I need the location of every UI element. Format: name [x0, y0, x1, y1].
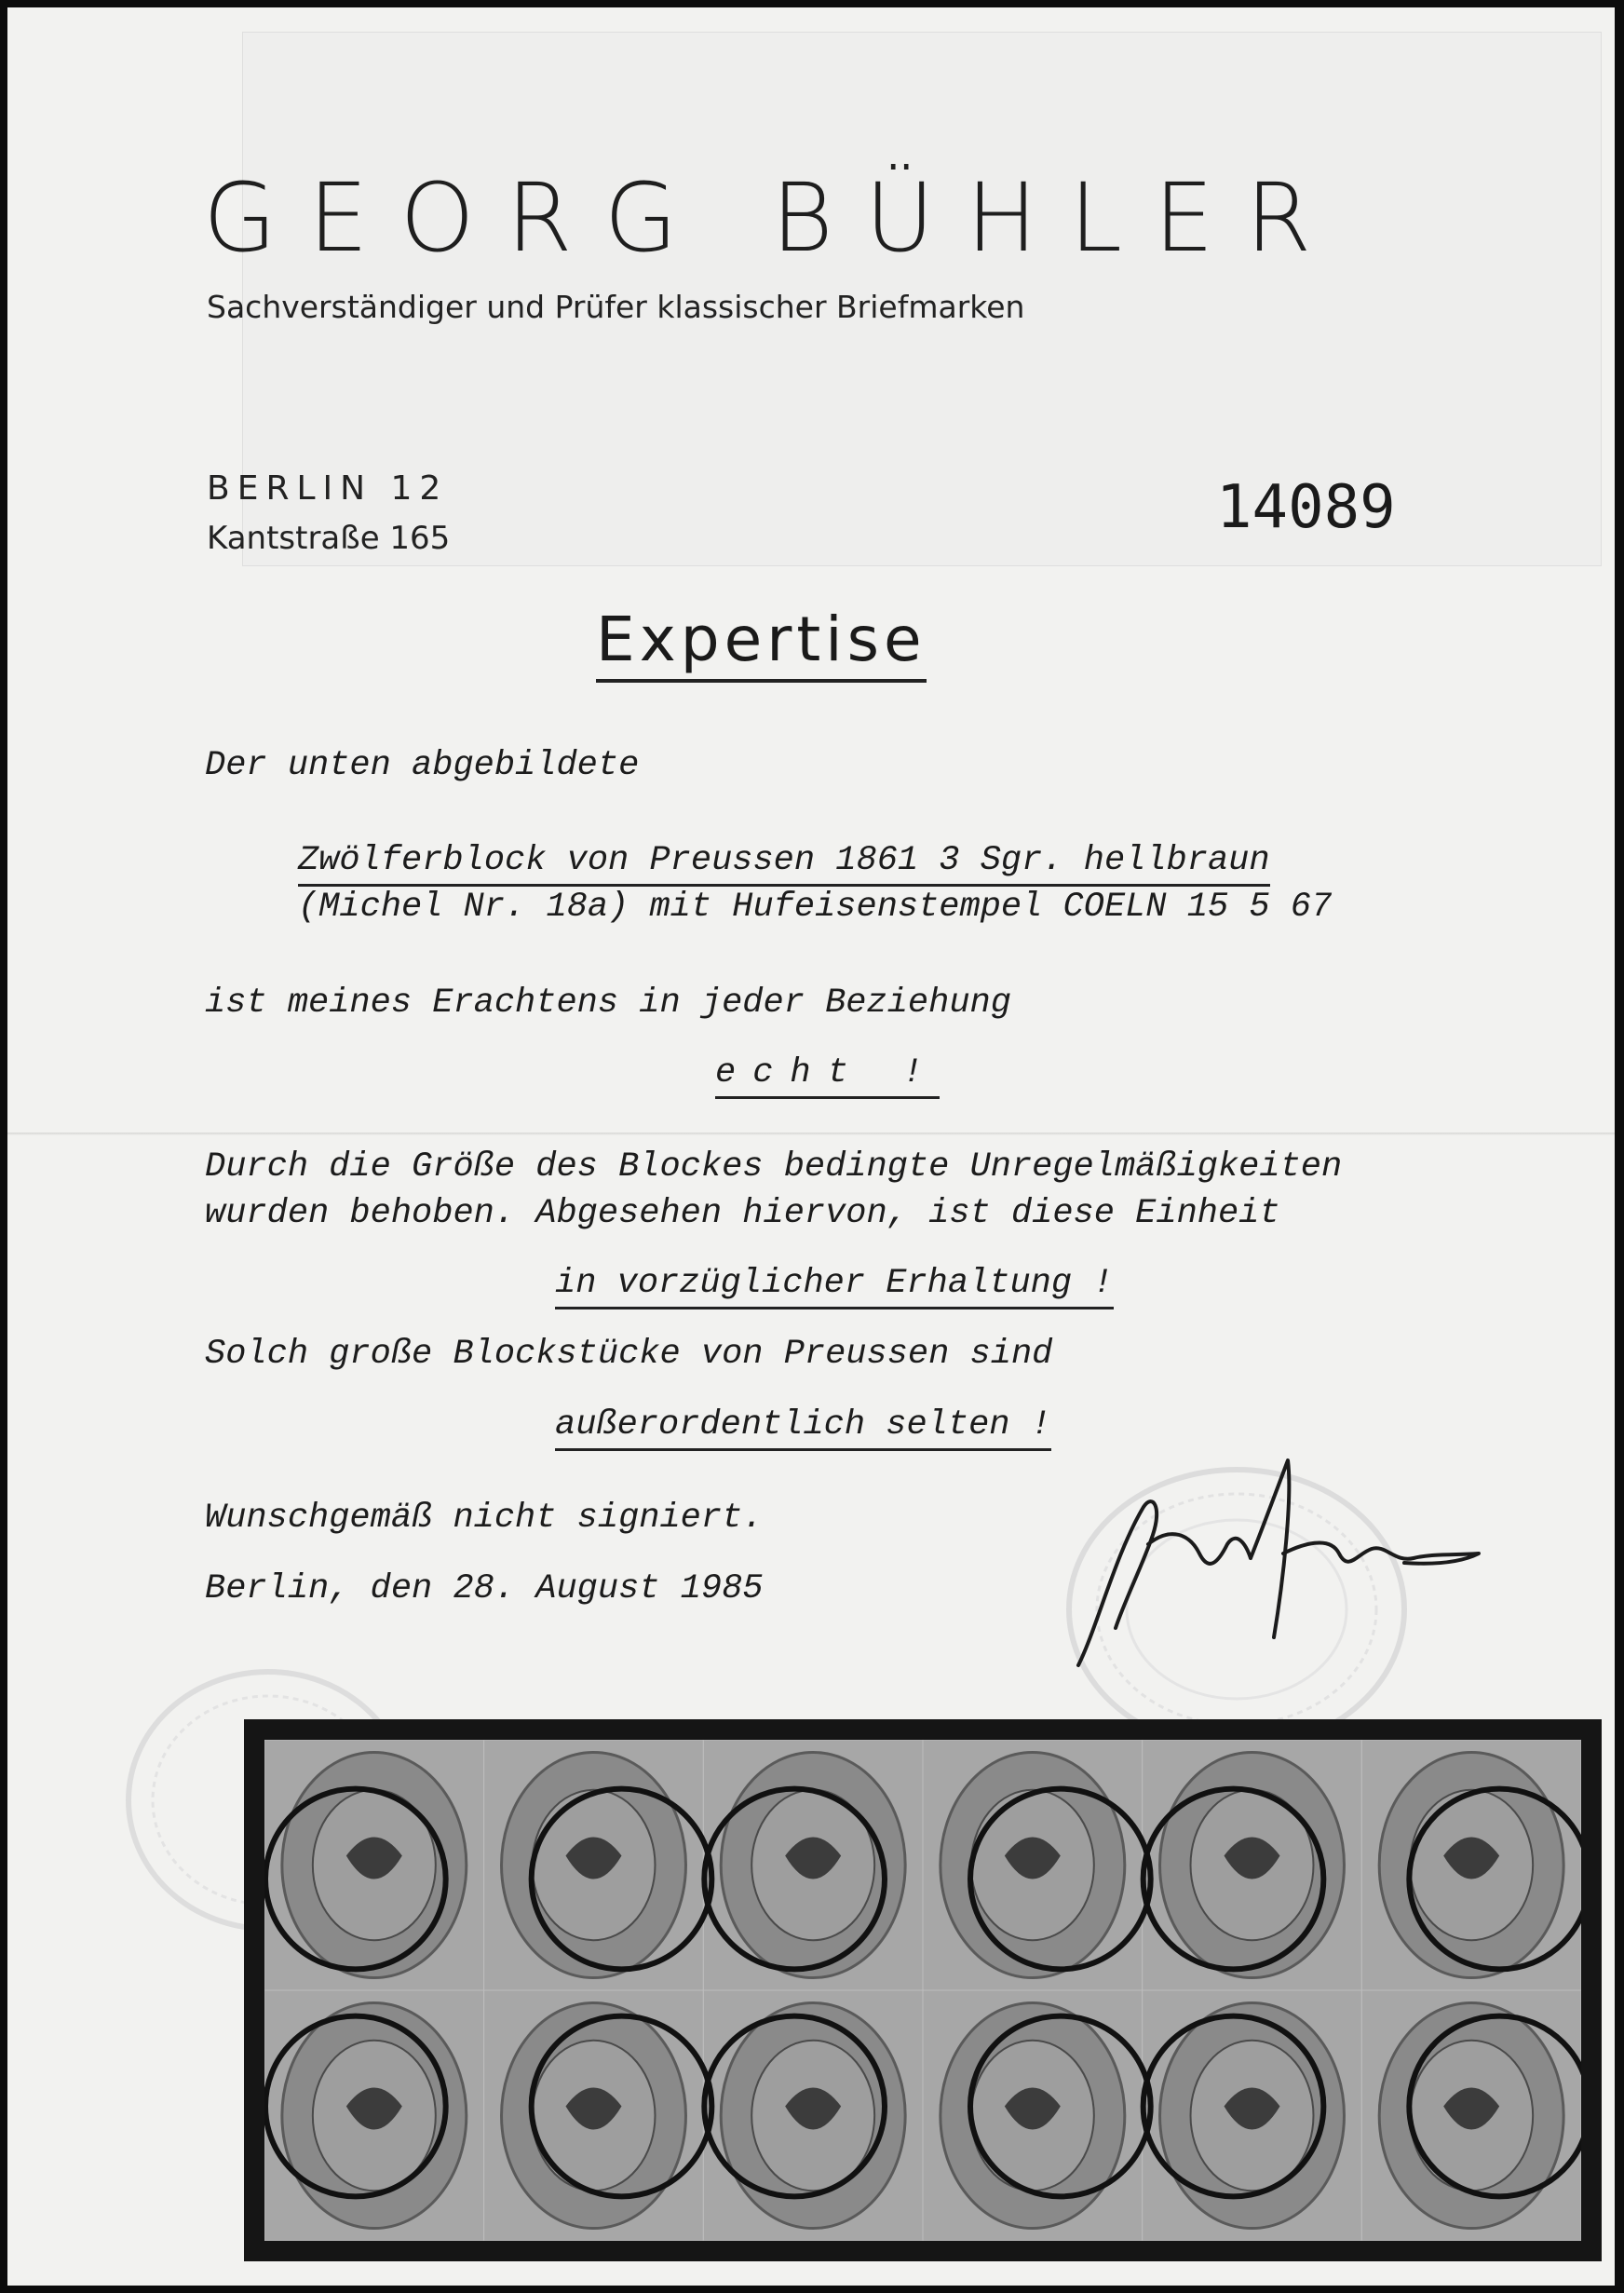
- item-description-line-1: Zwölferblock von Preussen 1861 3 Sgr. hellbraun: [298, 844, 1270, 887]
- certificate-number: 14089: [1216, 473, 1396, 542]
- paper-fold-line: [7, 1133, 1615, 1135]
- item-description-line-2: (Michel Nr. 18a) mit Hufeisenstempel COELN 15 5 67: [298, 888, 1333, 927]
- text-line-5: Durch die Größe des Blockes bedingte Unregelmäßigkeiten: [205, 1147, 1343, 1187]
- condition-text: in vorzüglicher Erhaltung !: [555, 1267, 1114, 1309]
- place-and-date: Berlin, den 28. August 1985: [205, 1569, 764, 1608]
- certificate-sheet: [7, 7, 1615, 2286]
- rarity-text: außerordentlich selten !: [555, 1408, 1051, 1451]
- expert-street: Kantstraße 165: [207, 520, 451, 557]
- stamp-block-photo: [244, 1719, 1602, 2261]
- text-line-10: Wunschgemäß nicht signiert.: [205, 1499, 764, 1538]
- stamp-block-image: [264, 1740, 1581, 2241]
- expert-city: BERLIN 12: [207, 469, 449, 508]
- text-line-6: wurden behoben. Abgesehen hiervon, ist diese Einheit: [205, 1194, 1280, 1233]
- text-line-3: ist meines Erachtens in jeder Beziehung: [205, 984, 1011, 1023]
- expert-subtitle: Sachverständiger und Prüfer klassischer Briefmarken: [207, 289, 1025, 325]
- expert-name: GEORG BÜHLER: [203, 163, 1344, 274]
- signature-icon: [1060, 1442, 1497, 1684]
- text-line-1: Der unten abgebildete: [205, 746, 640, 785]
- document-title: Expertise: [596, 604, 927, 683]
- text-line-8: Solch große Blockstücke von Preussen sind: [205, 1335, 1053, 1374]
- verdict-text: echt !: [715, 1056, 940, 1099]
